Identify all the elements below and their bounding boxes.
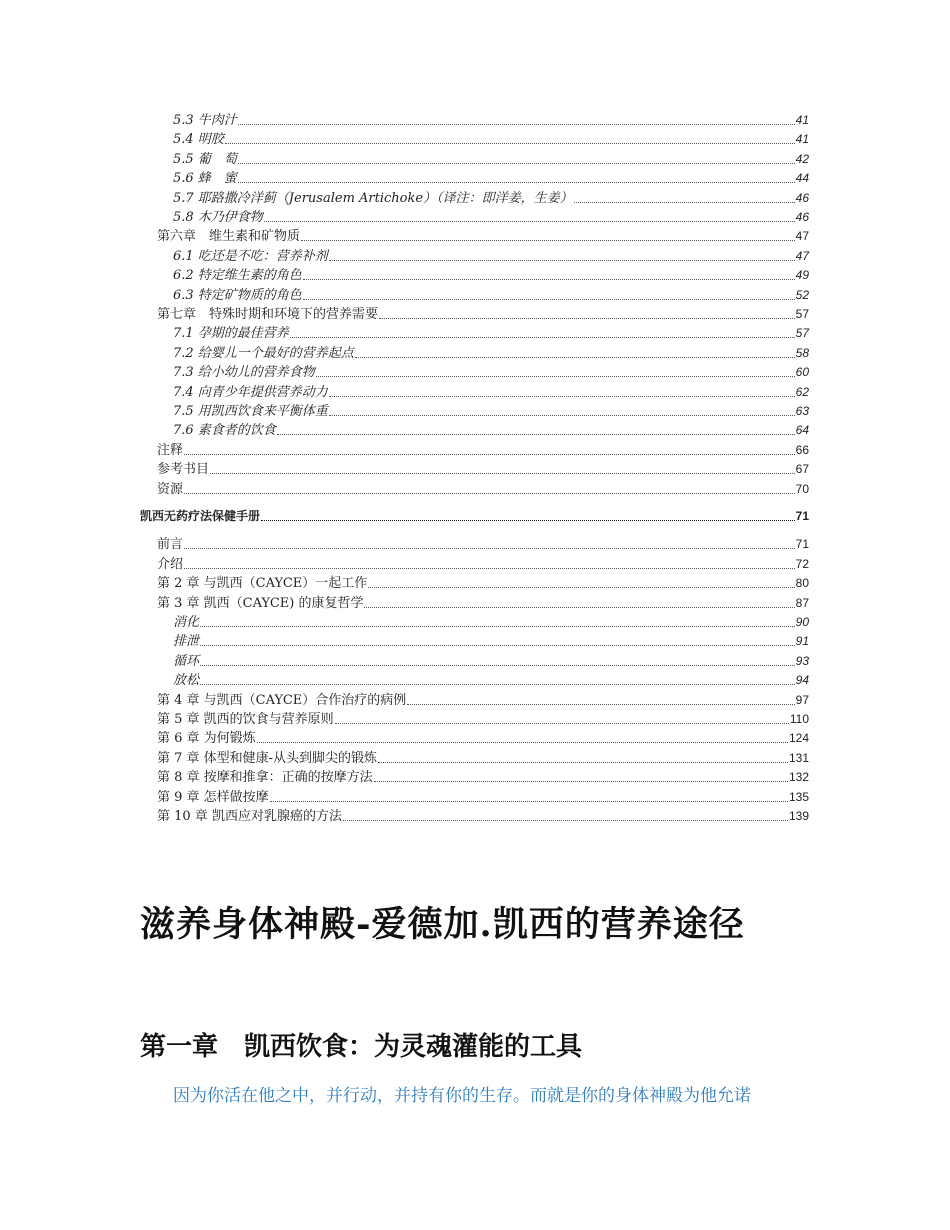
toc-page-number: 93 bbox=[795, 653, 809, 668]
toc-leader-dots bbox=[238, 163, 795, 164]
toc-entry-title: 5.6 蜂 蜜 bbox=[173, 171, 237, 187]
toc-entry-title: 6.1 吃还是不吃：营养补剂 bbox=[173, 248, 328, 264]
toc-entry[interactable] bbox=[173, 285, 809, 304]
toc-entry[interactable] bbox=[157, 767, 809, 786]
toc-entry-title: 凯西无药疗法保健手册 bbox=[140, 509, 261, 523]
toc-entry[interactable] bbox=[173, 149, 809, 168]
toc-leader-dots bbox=[238, 124, 795, 125]
toc-leader-dots bbox=[301, 240, 795, 241]
main-title: 滋养身体神殿-爱德加.凯西的营养途径 bbox=[140, 904, 745, 945]
toc-leader-dots bbox=[200, 684, 795, 685]
toc-entry-title: 排泄 bbox=[173, 634, 200, 650]
toc-page-number: 91 bbox=[795, 634, 809, 649]
toc-entry-title: 第 4 章 与凯西（CAYCE）合作治疗的病例 bbox=[157, 692, 407, 708]
toc-page-number: 52 bbox=[795, 287, 809, 302]
toc-entry[interactable] bbox=[173, 631, 809, 650]
toc-page-number: 90 bbox=[795, 615, 809, 629]
toc-leader-dots bbox=[270, 801, 788, 802]
toc-entry-title: 6.2 特定维生素的角色 bbox=[173, 268, 302, 284]
toc-entry[interactable] bbox=[173, 129, 809, 148]
toc-section-heading[interactable] bbox=[140, 506, 809, 525]
toc-entry-title: 第 5 章 凯西的饮食与营养原则 bbox=[157, 712, 334, 727]
toc-leader-dots bbox=[379, 318, 795, 319]
toc-page-number: 42 bbox=[795, 151, 809, 166]
toc-entry[interactable] bbox=[157, 479, 809, 498]
toc-leader-dots bbox=[261, 520, 795, 521]
toc-entry[interactable] bbox=[157, 787, 809, 806]
toc-entry[interactable] bbox=[173, 168, 809, 187]
toc-entry-title: 第 9 章 怎样做按摩 bbox=[157, 789, 269, 805]
toc-entry[interactable] bbox=[173, 343, 809, 362]
toc-page-number: 58 bbox=[795, 345, 809, 360]
toc-leader-dots bbox=[368, 587, 794, 588]
toc-leader-dots bbox=[364, 607, 794, 608]
quote-paragraph: 因为你活在他之中，并行动，并持有你的生存。而就是你的身体神殿为他允诺 bbox=[173, 1086, 751, 1106]
toc-entry-title: 循环 bbox=[173, 653, 200, 669]
toc-entry[interactable] bbox=[157, 709, 809, 728]
toc-leader-dots bbox=[316, 376, 795, 377]
toc-entry-title: 第 8 章 按摩和推拿：正确的按摩方法 bbox=[157, 770, 373, 786]
toc-page-number: 70 bbox=[795, 481, 809, 496]
toc-page-number: 67 bbox=[795, 462, 809, 477]
toc-entry[interactable] bbox=[157, 440, 809, 459]
toc-entry-title: 第 3 章 凯西（CAYCE) 的康复哲学 bbox=[157, 595, 364, 611]
toc-leader-dots bbox=[184, 548, 795, 549]
toc-leader-dots bbox=[257, 742, 788, 743]
toc-entry-title: 7.6 素食者的饮食 bbox=[173, 423, 276, 439]
toc-entry-title: 7.3 给小幼儿的营养食物 bbox=[173, 365, 315, 381]
toc-leader-dots bbox=[238, 182, 795, 183]
toc-page-number: 57 bbox=[795, 326, 809, 341]
toc-page-number: 41 bbox=[795, 113, 809, 127]
toc-entry-title: 第七章 特殊时期和环境下的营养需要 bbox=[157, 307, 379, 322]
toc-page-number: 94 bbox=[795, 673, 809, 688]
toc-entry-title: 7.5 用凯西饮食来平衡体重 bbox=[173, 404, 328, 419]
toc-page-number: 44 bbox=[795, 171, 809, 186]
toc-leader-dots bbox=[184, 568, 795, 569]
toc-leader-dots bbox=[303, 299, 795, 300]
toc-page-number: 131 bbox=[788, 750, 809, 765]
toc-entry[interactable] bbox=[157, 573, 809, 592]
toc-leader-dots bbox=[407, 704, 794, 705]
toc-entry-title: 第六章 维生素和矿物质 bbox=[157, 229, 301, 245]
toc-entry[interactable] bbox=[157, 534, 809, 553]
toc-entry[interactable] bbox=[173, 670, 809, 689]
toc-page-number: 63 bbox=[795, 404, 809, 418]
toc-leader-dots bbox=[290, 337, 795, 338]
toc-entry-title: 5.8 木乃伊食物 bbox=[173, 210, 263, 225]
toc-page-number: 110 bbox=[789, 712, 809, 726]
toc-entry[interactable] bbox=[157, 748, 809, 767]
toc-entry-title: 注释 bbox=[157, 442, 184, 458]
toc-leader-dots bbox=[329, 260, 795, 261]
toc-entry[interactable] bbox=[173, 246, 809, 265]
toc-page-number: 87 bbox=[795, 595, 809, 610]
toc-entry[interactable] bbox=[157, 593, 809, 612]
toc-entry-title: 5.3 牛肉汁 bbox=[173, 113, 237, 128]
toc-leader-dots bbox=[329, 415, 795, 416]
toc-leader-dots bbox=[303, 279, 795, 280]
toc-page-number: 66 bbox=[795, 442, 809, 457]
toc-entry-title: 介绍 bbox=[157, 556, 184, 572]
toc-entry-title: 5.7 耶路撒冷洋蓟（Jerusalem Artichoke）（译注：即洋姜，生姜） bbox=[173, 190, 573, 206]
toc-entry[interactable] bbox=[173, 401, 809, 420]
toc-page-number: 47 bbox=[795, 248, 809, 263]
toc-entry-title: 资源 bbox=[157, 481, 184, 497]
toc-page-number: 49 bbox=[795, 268, 809, 283]
toc-page-number: 62 bbox=[795, 384, 809, 399]
toc-entry-title: 第 10 章 凯西应对乳腺癌的方法 bbox=[157, 809, 342, 824]
toc-entry[interactable] bbox=[173, 323, 809, 342]
toc-entry[interactable] bbox=[173, 651, 809, 670]
toc-entry-title: 7.1 孕期的最佳营养 bbox=[173, 326, 289, 342]
toc-leader-dots bbox=[264, 221, 795, 222]
toc-entry-title: 5.4 明胶 bbox=[173, 132, 224, 148]
toc-page-number: 64 bbox=[795, 423, 809, 438]
toc-page-number: 139 bbox=[788, 809, 809, 823]
toc-entry[interactable] bbox=[173, 110, 809, 129]
toc-leader-dots bbox=[200, 645, 795, 646]
toc-entry-title: 前言 bbox=[157, 537, 184, 553]
toc-page-number: 71 bbox=[795, 509, 809, 523]
toc-page-number: 124 bbox=[788, 731, 809, 746]
toc-page-number: 132 bbox=[788, 770, 809, 785]
toc-leader-dots bbox=[355, 357, 795, 358]
toc-leader-dots bbox=[200, 665, 795, 666]
toc-leader-dots bbox=[374, 781, 788, 782]
chapter-heading: 第一章 凯西饮食：为灵魂灌能的工具 bbox=[140, 1032, 583, 1062]
toc-leader-dots bbox=[210, 473, 795, 474]
toc-page-number: 72 bbox=[795, 556, 809, 571]
toc-entry-title: 参考书目 bbox=[157, 462, 210, 478]
toc-entry-title: 7.4 向青少年提供营养动力 bbox=[173, 384, 328, 400]
toc-entry-title: 7.2 给婴儿一个最好的营养起点 bbox=[173, 345, 354, 361]
toc-entry[interactable] bbox=[157, 728, 809, 747]
toc-entry-title: 放松 bbox=[173, 673, 200, 689]
toc-entry[interactable] bbox=[157, 806, 809, 825]
toc-leader-dots bbox=[184, 454, 795, 455]
toc-entry-title: 第 6 章 为何锻炼 bbox=[157, 731, 256, 747]
toc-entry[interactable] bbox=[173, 382, 809, 401]
toc-page-number: 46 bbox=[795, 190, 809, 205]
toc-leader-dots bbox=[225, 143, 795, 144]
toc-page-number: 41 bbox=[795, 132, 809, 147]
toc-leader-dots bbox=[574, 202, 795, 203]
toc-leader-dots bbox=[277, 434, 795, 435]
toc-page-number: 57 bbox=[795, 307, 809, 321]
toc-entry-title: 第 7 章 体型和健康-从头到脚尖的锻炼 bbox=[157, 750, 378, 766]
toc-entry-title: 6.3 特定矿物质的角色 bbox=[173, 287, 302, 303]
toc-entry[interactable] bbox=[173, 188, 809, 207]
toc-leader-dots bbox=[378, 762, 788, 763]
toc-page-number: 71 bbox=[795, 537, 809, 552]
toc-leader-dots bbox=[343, 820, 788, 821]
toc-entry-title: 第 2 章 与凯西（CAYCE）一起工作 bbox=[157, 576, 368, 592]
toc-page-number: 135 bbox=[788, 789, 809, 804]
toc-entry-title: 消化 bbox=[173, 615, 200, 630]
toc-entry[interactable] bbox=[173, 612, 809, 631]
toc-entry[interactable] bbox=[173, 265, 809, 284]
toc-page-number: 60 bbox=[795, 365, 809, 380]
toc-leader-dots bbox=[335, 723, 789, 724]
toc-leader-dots bbox=[200, 626, 795, 627]
toc-page-number: 80 bbox=[795, 576, 809, 591]
toc-entry[interactable] bbox=[157, 226, 809, 245]
toc-entry[interactable] bbox=[157, 304, 809, 323]
toc-page-number: 47 bbox=[795, 229, 809, 244]
toc-entry[interactable] bbox=[173, 420, 809, 439]
toc-leader-dots bbox=[329, 396, 795, 397]
toc-page-number: 46 bbox=[795, 210, 809, 224]
toc-leader-dots bbox=[184, 493, 795, 494]
toc-entry[interactable] bbox=[157, 690, 809, 709]
toc-entry[interactable] bbox=[157, 554, 809, 573]
toc-page-number: 97 bbox=[795, 692, 809, 707]
toc-entry-title: 5.5 葡 萄 bbox=[173, 151, 237, 167]
toc-entry[interactable] bbox=[157, 459, 809, 478]
toc-entry[interactable] bbox=[173, 207, 809, 226]
toc-entry[interactable] bbox=[173, 362, 809, 381]
